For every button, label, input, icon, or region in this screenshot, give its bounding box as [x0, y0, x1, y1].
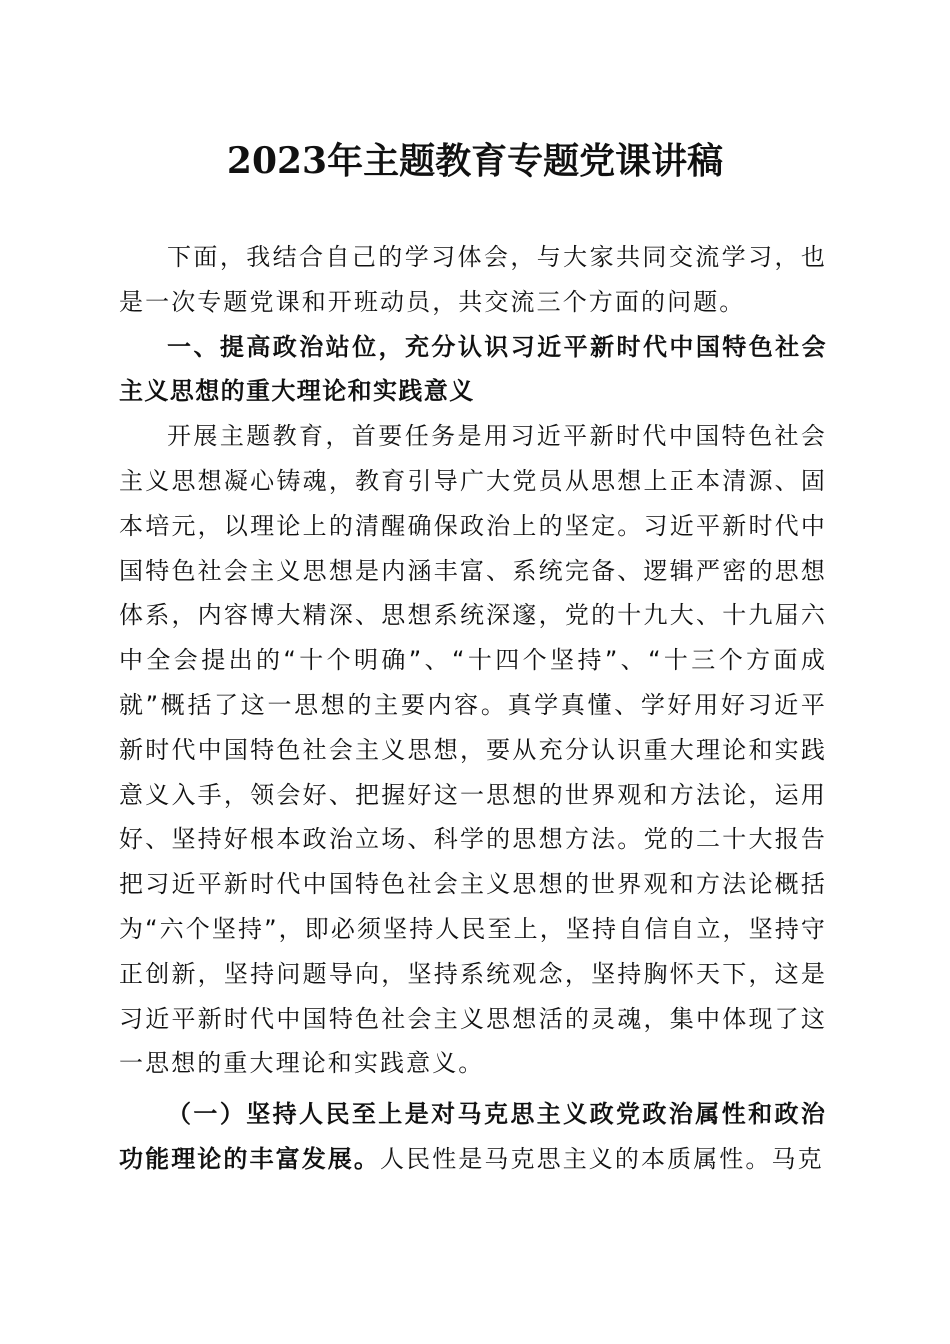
section-body-paragraph: 开展主题教育，首要任务是用习近平新时代中国特色社会主义思想凝心铸魂，教育引导广大党员从思想上正本清源、固本培元，以理论上的清醒确保政治上的坚定。习近平新时代中国特色社会主义思想是内涵丰富、系统完备、逻辑严密的思想体系，内容博大精深、思想系统深邃，党的十九大、十九届六中全会提出的“十个明确”、“十四个坚持”、“十三个方面成就”概括了这一思想的主要内容。真学真懂、学好用好习近平新时代中国特色社会主义思想，要从充分认识重大理论和实践意义入手，领会好、把握好这一思想的世界观和方法论，运用好、坚持好根本政治立场、科学的思想方法。党的二十大报告把习近平新时代中国特色社会主义思想的世界观和方法论概括为“六个坚持”，即必须坚持人民至上，坚持自信自立，坚持守正创新，坚持问题导向，坚持系统观念，坚持胸怀天下，这是习近平新时代中国特色社会主义思想活的灵魂，集中体现了这一思想的重大理论和实践意义。	[119, 422, 827, 1078]
intro-paragraph: 下面，我结合自己的学习体会，与大家共同交流学习，也是一次专题党课和开班动员，共交流三个方面的问题。	[119, 243, 827, 316]
subsection-body: 人民性是马克思主义的本质属性。马克	[380, 1144, 824, 1173]
subsection-lead: （一）坚持人民至上是对马克思主义政党政治属性和政治功能理论的丰富发展。	[119, 1100, 827, 1173]
subsection-paragraph	[119, 1092, 827, 1182]
document-title: 2023年主题教育专题党课讲稿	[226, 140, 724, 182]
section-heading: 一、提高政治站位，充分认识习近平新时代中国特色社会主义思想的重大理论和实践意义	[119, 332, 827, 406]
document-body	[119, 235, 827, 1182]
